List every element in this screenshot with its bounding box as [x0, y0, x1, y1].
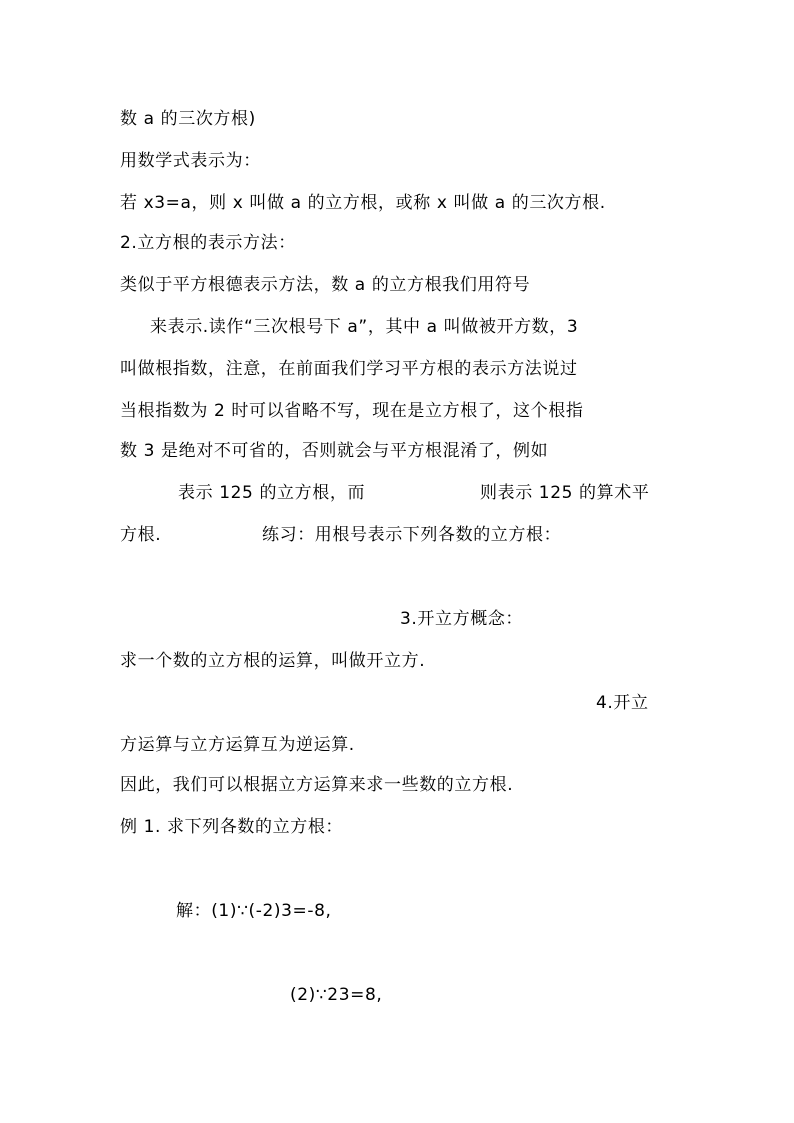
section-heading-3: 3.开立方概念： [400, 609, 524, 629]
example-heading: 例 1. 求下列各数的立方根： [120, 817, 344, 837]
text-line-8: 当根指数为 2 时可以省略不写，现在是立方根了，这个根指 [120, 401, 584, 421]
text-line-16: 因此，我们可以根据立方运算来求一些数的立方根. [120, 775, 514, 795]
text-line-4: 2.立方根的表示方法： [120, 233, 296, 253]
text-line-9: 数 3 是绝对不可省的，否则就会与平方根混淆了，例如 [120, 441, 549, 461]
solution-step-2: (2)∵23=8, [290, 985, 383, 1005]
text-line-1: 数 a 的三次方根) [120, 109, 256, 129]
text-line-13: 求一个数的立方根的运算，叫做开立方. [120, 651, 426, 671]
section-heading-4: 4.开立 [596, 693, 649, 713]
text-line-6: 来表示.读作“三次根号下 a”，其中 a 叫做被开方数，3 [150, 317, 579, 337]
solution-step-1: 解：(1)∵(-2)3=-8, [176, 901, 332, 921]
text-line-3: 若 x3=a，则 x 叫做 a 的立方根，或称 x 叫做 a 的三次方根. [120, 193, 606, 213]
text-line-15: 方运算与立方运算互为逆运算. [120, 735, 355, 755]
text-line-5: 类似于平方根德表示方法，数 a 的立方根我们用符号 [120, 275, 531, 295]
text-line-7: 叫做根指数，注意，在前面我们学习平方根的表示方法说过 [120, 359, 578, 379]
text-line-10b: 则表示 125 的算术平 [480, 483, 650, 503]
text-line-10a: 表示 125 的立方根，而 [178, 483, 366, 503]
text-line-2: 用数学式表示为： [120, 151, 261, 171]
text-line-11a: 方根. [120, 525, 162, 545]
exercise-heading: 练习：用根号表示下列各数的立方根： [262, 525, 562, 545]
